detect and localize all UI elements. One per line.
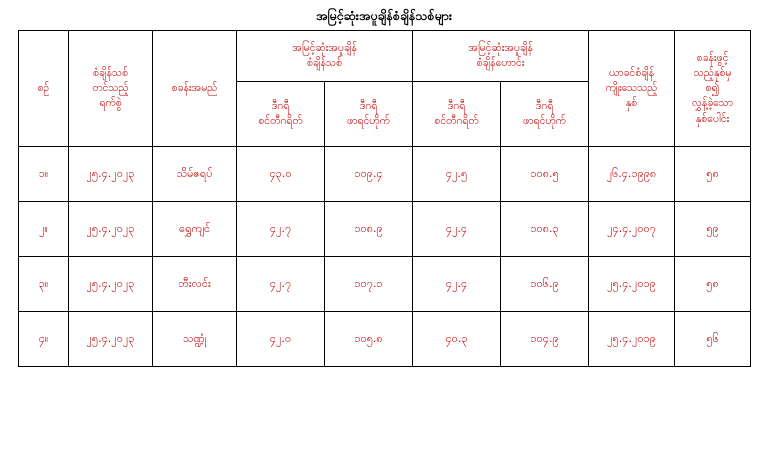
gap-years-line-4: လွှန့်ခဲ့သော [692,97,733,110]
cell-station: ရွှေကျင် [153,202,237,257]
cell-record-date: ၂၅.၄.၂၀၂၃ [69,147,153,202]
cell-record-date: ၂၅.၄.၂၀၂၃ [69,202,153,257]
old-year-line-2: ကျိုးသေသည့် [605,82,658,95]
column-header-gap-years [675,31,751,147]
cell-old-fahrenheit: ၁၀၆.၉ [501,257,589,312]
gap-years-line-3: စ၍ [705,82,720,95]
cell-gap-years: ၅၈ [675,257,751,312]
record-date-line-3: ရက်စွဲ [99,97,122,110]
old-fahrenheit-line-2: ဖာရင်ဟိုက် [523,115,566,128]
old-celsius-line-2: စင်တီဂရိတ် [434,115,479,128]
record-date-line-2: တင်သည့် [92,82,129,95]
cell-new-celsius: ၄၂.၇ [237,202,325,257]
table-body [19,147,751,367]
gap-years-line-1: စခန်းဖွင့် [696,51,729,64]
table-row [19,202,751,257]
group-new-line-2: စံချိန်သစ် [307,57,342,70]
column-group-header-new-record [237,31,413,82]
table-row [19,312,751,367]
header-row-top [19,31,751,82]
new-celsius-line-1: ဒီဂရီ [271,100,290,113]
cell-serial: ၂။ [19,202,69,257]
page-title: အမြင့်ဆုံးအပူချိန်စံချိန်သစ်များ [315,8,453,23]
cell-station: ဘီးလင်း [153,257,237,312]
cell-gap-years: ၅၉ [675,202,751,257]
cell-record-date: ၂၅.၄.၂၀၂၃ [69,257,153,312]
table-container [18,30,750,367]
old-celsius-line-1: ဒီဂရီ [447,100,466,113]
group-old-line-1: အမြင့်ဆုံးအပူချိန် [468,42,533,55]
old-year-line-1: ယာခင်စံချိန် [608,66,655,79]
cell-old-fahrenheit: ၁၀၈.၅ [501,147,589,202]
cell-old-record-year: ၂၆.၄.၁၉၉၈ [589,147,675,202]
cell-old-celsius: ၄၂.၄ [413,257,501,312]
column-header-serial: စဉ် [19,31,69,147]
cell-gap-years: ၅၆ [675,312,751,367]
cell-old-fahrenheit: ၁၀၈.၃ [501,202,589,257]
cell-record-date: ၂၅.၄.၂၀၂၃ [69,312,153,367]
group-old-line-2: စံချိန်ဟောင်း [476,57,525,70]
column-group-header-old-record [413,31,589,82]
gap-years-line-2: သည့်နှစ်မှ [693,66,732,79]
column-header-old-fahrenheit [501,82,589,147]
cell-new-celsius: ၄၃.၀ [237,147,325,202]
cell-serial: ၁။ [19,147,69,202]
cell-new-celsius: ၄၂.၇ [237,257,325,312]
new-fahrenheit-line-2: ဖာရင်ဟိုက် [347,115,390,128]
cell-old-record-year: ၂၄.၄.၂၀၀၇ [589,202,675,257]
column-header-old-record-year [589,31,675,147]
cell-old-fahrenheit: ၁၀၄.၉ [501,312,589,367]
column-header-new-celsius [237,82,325,147]
gap-years-line-5: နှစ်ပေါင်း [695,112,730,125]
new-fahrenheit-line-1: ဒီဂရီ [359,100,378,113]
column-header-new-fahrenheit [325,82,413,147]
cell-new-fahrenheit: ၁၀၉.၄ [325,147,413,202]
temperature-records-table [18,30,751,367]
old-fahrenheit-line-1: ဒီဂရီ [535,100,554,113]
cell-serial: ၄။ [19,312,69,367]
cell-serial: ၃။ [19,257,69,312]
cell-new-celsius: ၄၂.၀ [237,312,325,367]
table-header [19,31,751,147]
record-date-line-1: စံချိန်သစ် [93,66,128,79]
group-new-line-1: အမြင့်ဆုံးအပူချိန် [292,42,357,55]
cell-new-fahrenheit: ၁၀၈.၉ [325,202,413,257]
column-header-old-celsius [413,82,501,147]
column-header-station: စခန်းအမည် [153,31,237,147]
cell-new-fahrenheit: ၁၀၅.၈ [325,312,413,367]
cell-old-celsius: ၄၀.၃ [413,312,501,367]
cell-old-celsius: ၄၂.၄ [413,202,501,257]
cell-old-record-year: ၂၅.၄.၂၀၁၉ [589,312,675,367]
cell-station: သိမ်ဇရပ် [153,147,237,202]
cell-old-record-year: ၂၅.၄.၂၀၁၉ [589,257,675,312]
cell-station: သဏ္ဍုံ [153,312,237,367]
old-year-line-3: နှစ် [625,97,638,110]
new-celsius-line-2: စင်တီဂရိတ် [258,115,303,128]
cell-new-fahrenheit: ၁၀၇.၁ [325,257,413,312]
cell-old-celsius: ၄၂.၅ [413,147,501,202]
cell-gap-years: ၅၈ [675,147,751,202]
table-row [19,257,751,312]
column-header-record-date [69,31,153,147]
table-row [19,147,751,202]
